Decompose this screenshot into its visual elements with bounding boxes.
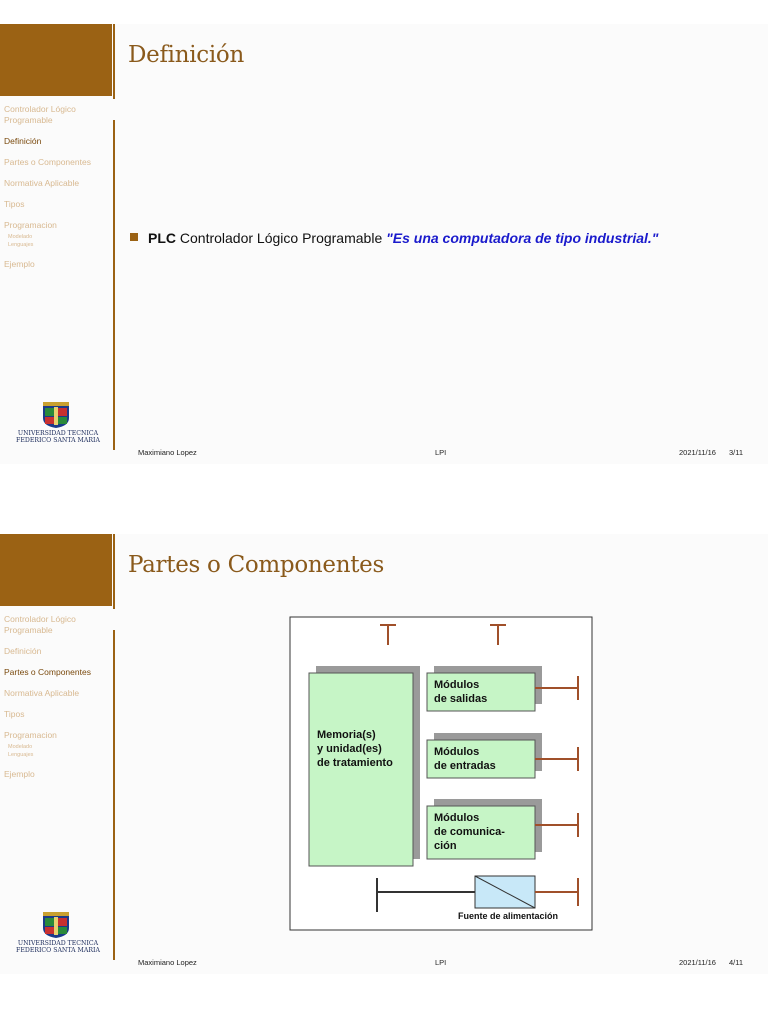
nav-subitem-lenguajes[interactable]: Lenguajes xyxy=(8,752,34,758)
nav-item-definicion[interactable]: Definición xyxy=(4,136,42,146)
nav-item-programacion[interactable]: Programacion xyxy=(4,730,57,740)
footer-page-number: 3/11 xyxy=(729,448,744,457)
bullet-text: Controlador Lógico Programable xyxy=(176,230,387,246)
outputs-label: Módulos de salidas xyxy=(434,679,488,705)
nav-item-normativa[interactable]: Normativa Aplicable xyxy=(4,178,80,188)
nav-item-ejemplo[interactable]: Ejemplo xyxy=(4,259,35,269)
nav-item-normativa[interactable]: Normativa Aplicable xyxy=(4,688,80,698)
nav-subitem-modelado[interactable]: Modelado xyxy=(8,234,33,240)
slide-partes xyxy=(0,534,768,974)
bullet-item xyxy=(130,230,658,246)
memory-label: Memoria(s) y unidad(es) de tratamiento xyxy=(317,729,393,769)
sidebar-divider xyxy=(113,630,115,960)
nav-subitem-modelado[interactable]: Modelado xyxy=(8,744,33,750)
plc-components-diagram xyxy=(289,616,594,932)
inputs-label: Módulos de entradas xyxy=(434,746,496,772)
sidebar-header-bar xyxy=(0,534,112,606)
power-supply-label: Fuente de alimentación xyxy=(458,911,559,921)
nav-item-tipos[interactable]: Tipos xyxy=(4,709,25,719)
nav-item-partes[interactable]: Partes o Componentes xyxy=(4,667,91,677)
nav-subitem-lenguajes[interactable]: Lenguajes xyxy=(8,242,34,248)
slide-title: Definición xyxy=(128,42,244,68)
footer-title: LPI xyxy=(435,958,447,967)
university-logo xyxy=(14,402,102,444)
footer-author: Maximiano Lopez xyxy=(138,448,197,457)
nav-item-definicion[interactable]: Definición xyxy=(4,646,42,656)
footer-page-number: 4/11 xyxy=(729,958,744,967)
footer-author: Maximiano Lopez xyxy=(138,958,197,967)
nav-item-tipos[interactable]: Tipos xyxy=(4,199,25,209)
comms-label: Módulos de comunica- ción xyxy=(434,812,505,852)
university-name: UNIVERSIDAD TECNICA FEDERICO SANTA MARIA xyxy=(16,940,100,954)
nav-item-programacion[interactable]: Programacion xyxy=(4,220,57,230)
university-name: UNIVERSIDAD TECNICA FEDERICO SANTA MARIA xyxy=(16,430,100,444)
footer-title: LPI xyxy=(435,448,447,457)
nav-item-ejemplo[interactable]: Ejemplo xyxy=(4,769,35,779)
bullet-square-icon xyxy=(130,233,138,241)
memory-box xyxy=(309,673,413,866)
sidebar-nav xyxy=(4,614,110,790)
sidebar-header-bar xyxy=(0,24,112,96)
nav-item-controlador[interactable]: Controlador Lógico Programable xyxy=(4,614,76,635)
slide-title: Partes o Componentes xyxy=(128,552,384,578)
sidebar-divider xyxy=(113,24,115,99)
university-logo xyxy=(14,912,102,954)
sidebar-nav xyxy=(4,104,110,280)
sidebar-divider xyxy=(113,120,115,450)
sidebar-divider xyxy=(113,534,115,609)
nav-item-partes[interactable]: Partes o Componentes xyxy=(4,157,91,167)
university-crest-icon xyxy=(39,402,73,428)
nav-item-controlador[interactable]: Controlador Lógico Programable xyxy=(4,104,76,125)
bullet-term: PLC xyxy=(148,230,176,246)
bullet-quote: "Es una computadora de tipo industrial." xyxy=(386,230,659,246)
university-crest-icon xyxy=(39,912,73,938)
footer-date: 2021/11/16 xyxy=(679,448,716,457)
slide-definicion xyxy=(0,24,768,464)
footer-date: 2021/11/16 xyxy=(679,958,716,967)
